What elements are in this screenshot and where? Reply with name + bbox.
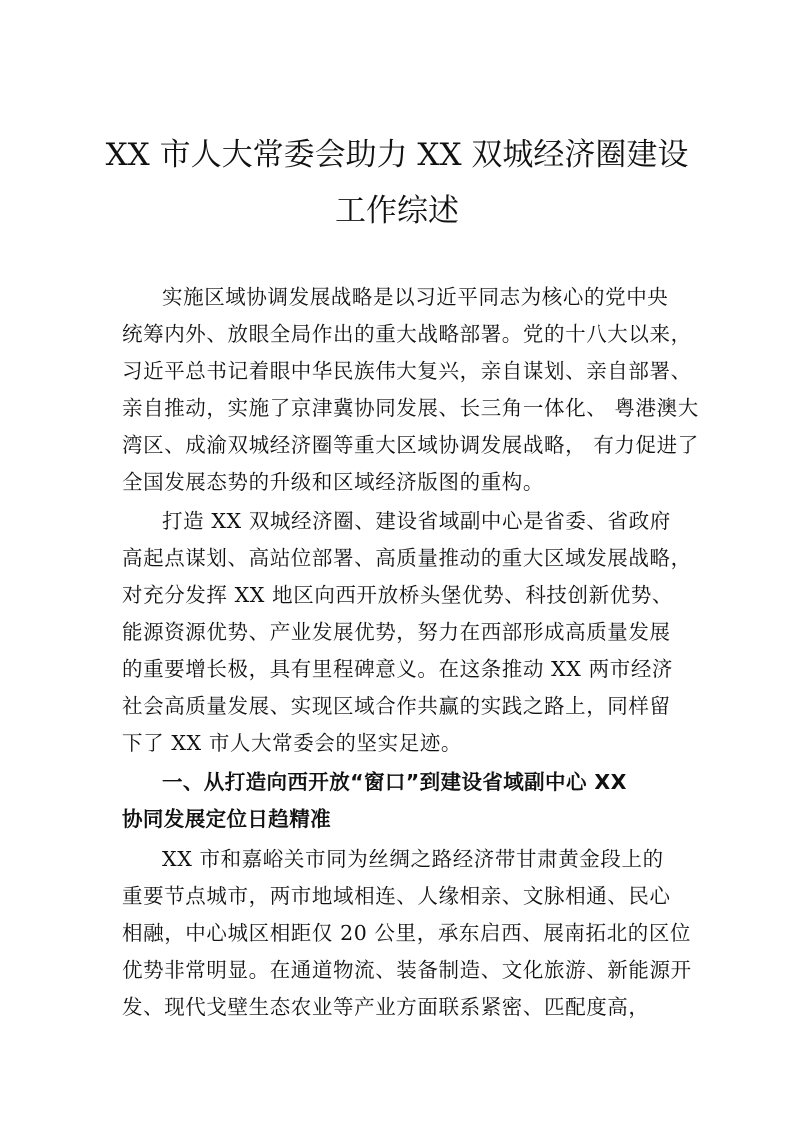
paragraph-1-line-2: 统筹内外、放眼全局作出的重大战略部署。党的十八大以来，: [122, 322, 692, 346]
paragraph-1-line-4: 亲自推动，实施了京津冀协同发展、长三角一体化、 粤港澳大: [122, 396, 699, 420]
paragraph-1-line-5: 湾区、成渝双城经济圈等重大区域协调发展战略， 有力促进了: [122, 433, 699, 457]
document-title-line-1: XX 市人大常委会助力 XX 双城经济圈建设: [105, 137, 689, 173]
paragraph-2-line-6: 社会高质量发展、实现区域合作共赢的实践之路上，同样留: [122, 694, 671, 718]
paragraph-2-line-2: 高起点谋划、高站位部署、高质量推动的重大区域发展战略，: [122, 546, 692, 570]
paragraph-3-line-5: 发、现代戈壁生态农业等产业方面联系紧密、匹配度高，: [122, 995, 650, 1019]
paragraph-3-line-2: 重要节点城市，两市地域相连、人缘相亲、文脉相通、民心: [122, 884, 671, 908]
paragraph-2-line-5: 的重要增长极，具有里程碑意义。在这条推动 XX 两市经济: [122, 657, 674, 681]
section-1-heading-line-1: 一、从打造向西开放“窗口”到建设省域副中心 XX: [162, 770, 627, 794]
document-title-line-2: 工作综述: [335, 193, 459, 229]
paragraph-2-line-3: 对充分发挥 XX 地区向西开放桥头堡优势、科技创新优势、: [122, 583, 674, 607]
paragraph-2-line-4: 能源资源优势、产业发展优势，努力在西部形成高质量发展: [122, 620, 671, 644]
paragraph-3-line-1: XX 市和嘉峪关市同为丝绸之路经济带甘肃黄金段上的: [162, 847, 664, 871]
paragraph-3-line-4: 优势非常明显。在通道物流、装备制造、文化旅游、新能源开: [122, 958, 692, 982]
paragraph-1-line-1: 实施区域协调发展战略是以习近平同志为核心的党中央: [162, 285, 669, 309]
paragraph-2-line-1: 打造 XX 双城经济圈、建设省域副中心是省委、省政府: [162, 509, 671, 533]
section-1-heading-line-2: 协同发展定位日趋精准: [122, 807, 331, 831]
paragraph-1-line-6: 全国发展态势的升级和区域经济版图的重构。: [122, 470, 544, 494]
paragraph-2-line-7: 下了 XX 市人大常委会的坚实足迹。: [122, 731, 463, 755]
paragraph-1-line-3: 习近平总书记着眼中华民族伟大复兴，亲自谋划、亲自部署、: [122, 359, 692, 383]
paragraph-3-line-3: 相融，中心城区相距仅 20 公里，承东启西、展南拓北的区位: [122, 921, 692, 945]
